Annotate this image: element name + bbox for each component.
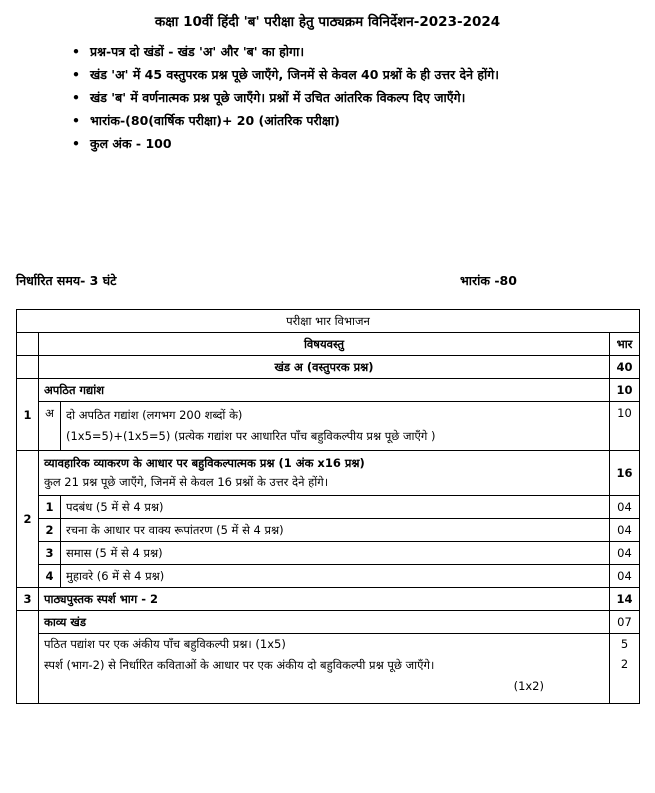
- detail-weights: [610, 634, 640, 704]
- sub-weight: 10: [610, 402, 640, 451]
- table-row: [17, 634, 640, 704]
- question-title: व्यावहारिक व्याकरण के आधार पर बहुविकल्पात्मक प्रश्न (1 अंक x16 प्रश्न): [44, 456, 365, 470]
- table-row: [17, 519, 640, 542]
- table-row: [17, 379, 640, 402]
- table-row: [17, 496, 640, 519]
- item-number: 3: [39, 542, 61, 565]
- sub-marker: अ: [39, 402, 61, 451]
- detail-weight: 5: [620, 637, 629, 651]
- table-caption-row: [17, 310, 640, 333]
- item-text: पदबंध (5 में से 4 प्रश्न): [61, 496, 610, 519]
- item-weight: 04: [610, 496, 640, 519]
- item-text: मुहावरे (6 में से 4 प्रश्न): [61, 565, 610, 588]
- question-title: पाठ्यपुस्तक स्पर्श भाग - 2: [39, 588, 610, 611]
- instruction-item: • खंड 'अ' में 45 वस्तुपरक प्रश्न पूछे जाएँगे, जिनमें से केवल 40 प्रश्नों के ही उत्तर देने होंगे।: [70, 63, 645, 86]
- kavya-label: काव्य खंड: [39, 611, 610, 634]
- exam-marks: भारांक -80: [460, 273, 517, 288]
- table-row: [17, 611, 640, 634]
- table-row: [17, 565, 640, 588]
- sub-line: (1x5=5)+(1x5=5) (प्रत्येक गद्यांश पर आधारित पाँच बहुविकल्पीय प्रश्न पूछे जाएँगे ): [66, 429, 436, 443]
- sub-line: दो अपठित गद्यांश (लगभग 200 शब्दों के): [66, 408, 243, 422]
- item-weight: 04: [610, 565, 640, 588]
- question-title: अपठित गद्यांश: [39, 379, 610, 402]
- header-subject: विषयवस्तु: [39, 333, 610, 356]
- table-row: [17, 451, 640, 496]
- instruction-item: • प्रश्न-पत्र दो खंडों - खंड 'अ' और 'ब' का होगा।: [70, 40, 645, 63]
- exam-duration: निर्धारित समय- 3 घंटे: [16, 273, 117, 288]
- item-text: रचना के आधार पर वाक्य रूपांतरण (5 में से 4 प्रश्न): [61, 519, 610, 542]
- section-a-label: खंड अ (वस्तुपरक प्रश्न): [39, 356, 610, 379]
- kavya-weight: 07: [610, 611, 640, 634]
- detail-weight: 2: [620, 657, 629, 671]
- question-weight: 16: [610, 451, 640, 496]
- question-number: 3: [17, 588, 39, 611]
- question-weight: 14: [610, 588, 640, 611]
- table-cell: [17, 333, 39, 356]
- table-row: [17, 588, 640, 611]
- question-number: 1: [17, 379, 39, 451]
- question-weight: 10: [610, 379, 640, 402]
- table-row: [17, 402, 640, 451]
- table-cell: [17, 356, 39, 379]
- detail-line: स्पर्श (भाग-2) से निर्धारित कविताओं के आधार पर एक अंकीय दो बहुविकल्पी प्रश्न पूछे जाएँगे।: [44, 658, 435, 672]
- detail-tail: (1x2): [513, 679, 544, 693]
- question-note: कुल 21 प्रश्न पूछे जाएँगे, जिनमें से केवल 16 प्रश्नों के उत्तर देने होंगे।: [44, 475, 329, 489]
- table-cell: [17, 611, 39, 704]
- sub-description: [61, 402, 610, 451]
- detail-line: पठित पद्यांश पर एक अंकीय पाँच बहुविकल्पी प्रश्न। (1x5): [44, 637, 286, 651]
- item-number: 2: [39, 519, 61, 542]
- instruction-item: • भारांक-(80(वार्षिक परीक्षा)+ 20 (आंतरिक परीक्षा): [70, 109, 645, 132]
- section-a-weight: 40: [610, 356, 640, 379]
- item-weight: 04: [610, 519, 640, 542]
- section-a-row: [17, 356, 640, 379]
- item-text: समास (5 में से 4 प्रश्न): [61, 542, 610, 565]
- instruction-item: • कुल अंक - 100: [70, 132, 645, 155]
- table-caption: परीक्षा भार विभाजन: [17, 310, 640, 333]
- weightage-table: [16, 309, 640, 704]
- item-number: 1: [39, 496, 61, 519]
- item-number: 4: [39, 565, 61, 588]
- header-weight: भार: [610, 333, 640, 356]
- table-row: [17, 542, 640, 565]
- item-weight: 04: [610, 542, 640, 565]
- instruction-list: [70, 40, 645, 155]
- instruction-item: • खंड 'ब' में वर्णनात्मक प्रश्न पूछे जाएँगे। प्रश्नों में उचित आंतरिक विकल्प दिए जाएँगे।: [70, 86, 645, 109]
- kavya-detail: [39, 634, 610, 704]
- table-header-row: [17, 333, 640, 356]
- question-title-block: [39, 451, 610, 496]
- page-title: कक्षा 10वीं हिंदी 'ब' परीक्षा हेतु पाठ्यक्रम विनिर्देशन-2023-2024: [154, 14, 501, 30]
- question-number: 2: [17, 451, 39, 588]
